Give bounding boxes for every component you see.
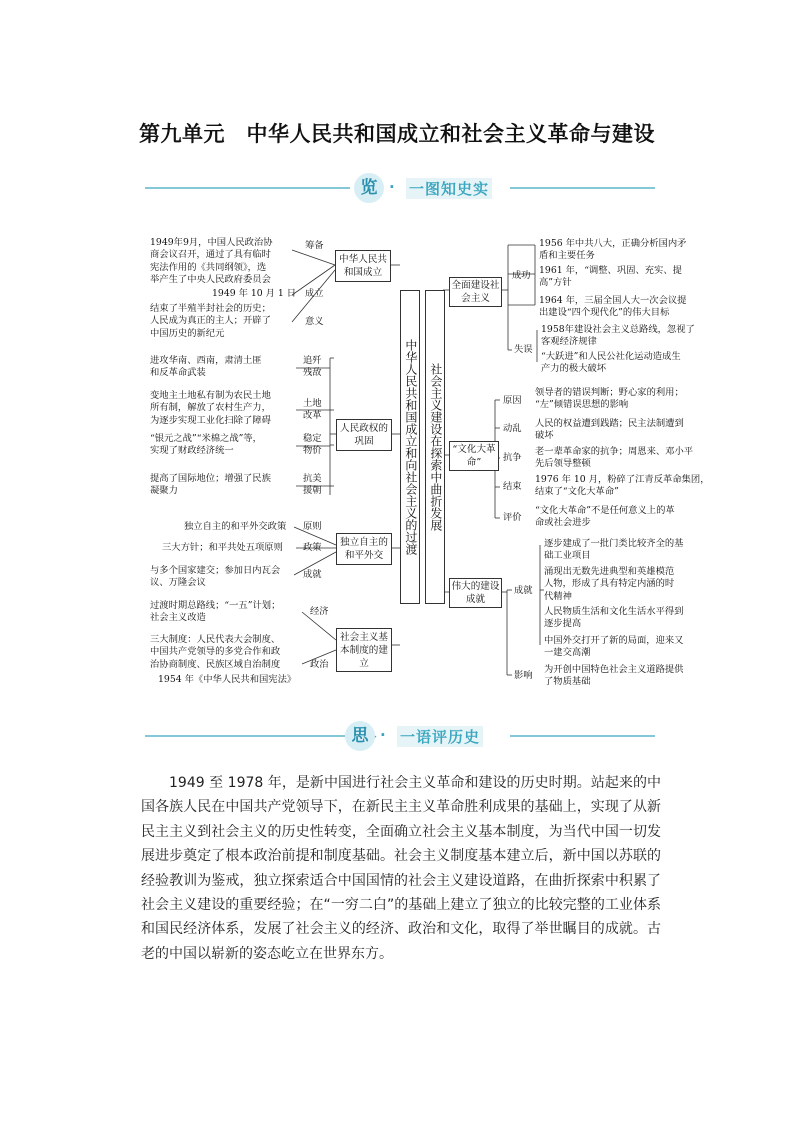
- box-cultural-revolution: “文化大革命”: [449, 441, 499, 471]
- text-evaluation: “文化大革命”不是任何意义上的革 命或社会进步: [535, 505, 675, 529]
- text-s3: 1964 年，三届全国人大一次会议提 出建设“四个现代化”的伟大目标: [539, 295, 687, 319]
- summary-paragraph: 1949 至 1978 年，是新中国进行社会主义革命和建设的历史时期。站起来的中国各族人民在中国共产党领导下，在新民主主义革命胜利成果的基础上，实现了从新民主主义到社会主义的历史性转变，全面确立社会主义基本制度，为当代中国一切发展进步奠定了根本政治前提和制度基础。社会主义制度基本建立后，新中国以苏联的经验教训为鉴戒，独立探索适合中国国情的社会主义建设道路，在曲折探索中积累了社会主义建设的重要经验；在“一穷二白”的基础上建立了独立的比较完整的工业体系和国民经济体系，发展了社会主义的经济、政治和文化，取得了举世瞩目的成就。古老的中国以崭新的姿态屹立在世界东方。: [141, 775, 661, 962]
- text-m2: “大跃进”和人民公社化运动造成生 产力的极大破坏: [541, 351, 681, 375]
- label-influence: 影响: [514, 670, 533, 681]
- text-a3: 人民物质生活和文化生活水平得到 逐步提高: [544, 606, 684, 630]
- box-achievements: 伟大的建设成就: [449, 578, 502, 608]
- text-influence: 为开创中国特色社会主义道路提供 了物质基础: [544, 664, 684, 688]
- label-resist: 抗争: [503, 452, 522, 463]
- label-mistake: 失误: [514, 344, 533, 355]
- text-m1: 1958年建设社会主义总路线，忽视了 客观经济规律: [541, 324, 695, 348]
- page-title: 第九单元 中华人民共和国成立和社会主义革命与建设: [139, 122, 655, 146]
- label-cause: 原因: [503, 395, 522, 406]
- text-cause: 领导者的错误判断；野心家的利用； “左”倾错误思想的影响: [535, 387, 684, 411]
- box-system: 社会主义基本制度的建立: [336, 628, 392, 672]
- label-achieve: 成就: [514, 585, 533, 596]
- label-economy: 经济: [310, 606, 329, 617]
- text-s2: 1961 年，“调整、巩固、充实、提 高”方针: [539, 265, 682, 289]
- text-prices: “银元之战”“米棉之战”等， 实现了财政经济统一: [150, 433, 262, 457]
- label-found: 成立: [305, 288, 324, 299]
- text-principles: 独立自主的和平外交政策: [184, 521, 287, 532]
- banner-text-2: 一语评历史: [397, 726, 483, 747]
- text-korea: 提高了国际地位；增强了民族 凝聚力: [150, 473, 271, 497]
- text-end: 1976 年 10 月，粉碎了江青反革命集团， 结束了“文化大革命”: [535, 474, 710, 498]
- text-land: 变地主土地私有制为农民土地 所有制，解放了农村生产力， 为逐步实现工业化扫除了障碍: [150, 390, 271, 426]
- banner-dot-1: ·: [389, 178, 396, 196]
- label-policy: 政策: [303, 542, 322, 553]
- text-results: 与多个国家建交；参加日内瓦会 议、万隆会议: [150, 565, 281, 589]
- text-politics: 三大制度：人民代表大会制度、 中国共产党领导的多党合作和政 治协商制度、民族区域自治制度: [150, 634, 281, 670]
- text-a1: 逐步建成了一批门类比较齐全的基 础工业项目: [544, 538, 684, 562]
- box-consolidation: 人民政权的巩固: [336, 419, 392, 451]
- text-constitution: 1954 年《中华人民共和国宪法》: [158, 674, 297, 685]
- text-resist: 老一辈革命家的抗争；周恩来、邓小平 先后领导整顿: [535, 446, 694, 470]
- center-box-transition: 中华人民共和国成立和向社会主义的过渡: [400, 290, 420, 604]
- label-evaluation: 评价: [503, 512, 522, 523]
- banner-char-1: 览: [354, 173, 384, 203]
- text-bandits: 进攻华南、西南，肃清土匪 和反革命武装: [150, 355, 262, 379]
- label-turmoil: 动乱: [503, 423, 522, 434]
- banner-text-1: 一图知史实: [406, 178, 492, 199]
- box-diplomacy: 独立自主的和平外交: [336, 533, 392, 565]
- box-founding: 中华人民共和国成立: [335, 250, 391, 282]
- text-turmoil: 人民的权益遭到践踏；民主法制遭到 破坏: [535, 418, 684, 442]
- label-end: 结束: [503, 481, 522, 492]
- label-korea: 抗美援朝: [303, 473, 322, 497]
- banner-char-2: 思: [345, 721, 375, 751]
- center-box-exploration: 社会主义建设在探索中曲折发展: [425, 290, 445, 604]
- text-found: 1949 年 10 月 1 日: [212, 288, 297, 299]
- label-prices: 稳定物价: [303, 433, 322, 457]
- label-bandits: 追歼残敌: [303, 355, 322, 379]
- text-s1: 1956 年中共八大，正确分析国内矛 盾和主要任务: [539, 238, 687, 262]
- label-success: 成功: [512, 270, 531, 281]
- label-results: 成就: [303, 569, 322, 580]
- text-a2: 涌现出无数先进典型和英雄模范 人物，形成了具有特定内涵的时 代精神: [544, 566, 675, 602]
- text-a4: 中国外交打开了新的局面，迎来又 一建交高潮: [544, 635, 684, 659]
- text-prep: 1949年9月，中国人民政治协 商会议召开，通过了具有临时 宪法作用的《共同纲领》，选 举产生了中央人民政府委员会: [150, 237, 273, 286]
- label-meaning: 意义: [305, 316, 324, 327]
- banner-dot-2: ·: [380, 726, 387, 744]
- text-economy: 过渡时期总路线；“一五”计划； 社会主义改造: [150, 600, 281, 624]
- label-principles: 原则: [303, 521, 322, 532]
- text-meaning: 结束了半殖半封社会的历史； 人民成为真正的主人；开辟了 中国历史的新纪元: [150, 303, 271, 339]
- label-prep: 筹备: [305, 240, 324, 251]
- label-land: 土地改革: [303, 398, 322, 422]
- label-politics: 政治: [310, 659, 329, 670]
- text-policy: 三大方针；和平共处五项原则: [162, 542, 283, 553]
- box-construction: 全面建设社会主义: [449, 277, 502, 307]
